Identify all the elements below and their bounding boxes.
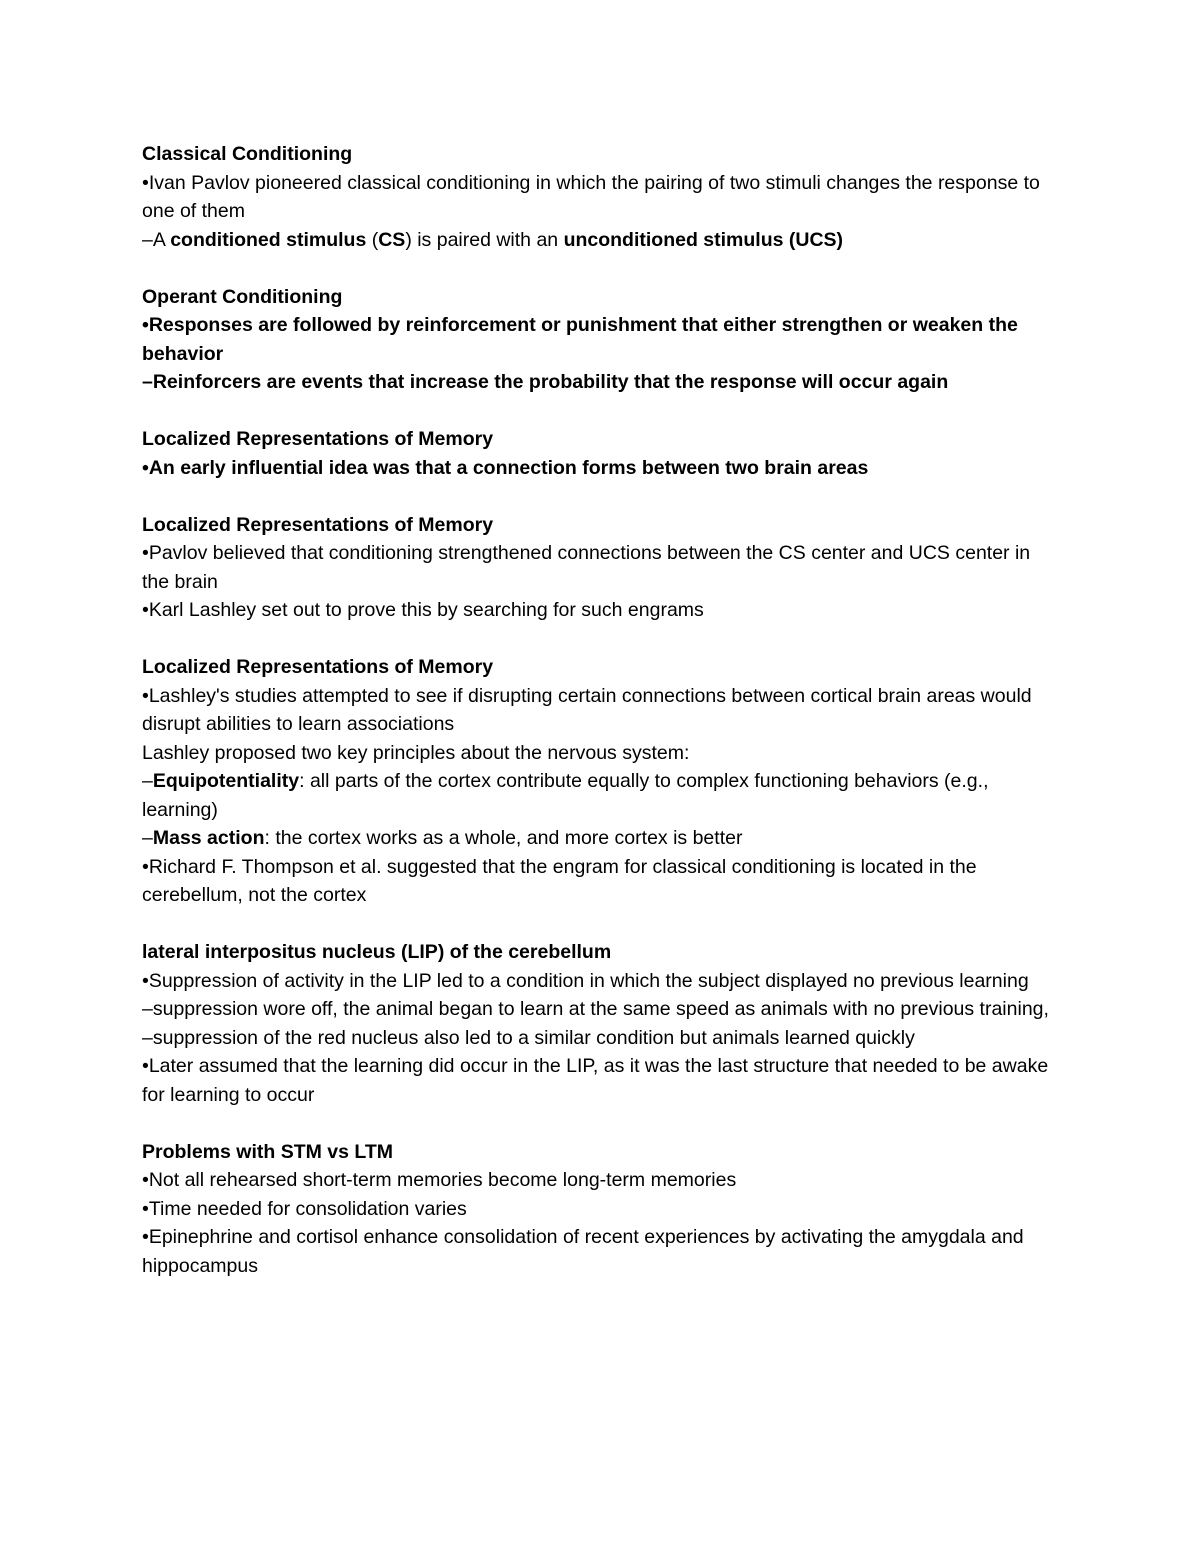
section-localized-memory-1 bbox=[142, 425, 1052, 482]
sub-bullet-line bbox=[142, 226, 1052, 255]
text-run: ) is paired with an bbox=[405, 228, 564, 251]
bold-term: conditioned stimulus bbox=[170, 228, 367, 251]
section-localized-memory-2 bbox=[142, 511, 1052, 625]
section-heading: Classical Conditioning bbox=[142, 143, 353, 165]
bold-term: Equipotentiality bbox=[152, 770, 300, 792]
bullet-line: •Later assumed that the learning did occur in the LIP, as it was the last structure that needed to be awake for learning to occur bbox=[142, 1055, 1049, 1106]
bold-term: unconditioned stimulus (UCS) bbox=[563, 228, 844, 251]
sub-bullet-line bbox=[142, 767, 1052, 824]
sub-bullet-line: –suppression of the red nucleus also led to a similar condition but animals learned quickly bbox=[142, 1026, 915, 1049]
bullet-line: •Karl Lashley set out to prove this by searching for such engrams bbox=[142, 599, 704, 621]
text-run: : the cortex works as a whole, and more cortex is better bbox=[264, 827, 743, 849]
section-heading: lateral interpositus nucleus (LIP) of the cerebellum bbox=[142, 941, 612, 963]
bold-term: Mass action bbox=[152, 827, 265, 849]
bold-term: CS bbox=[378, 228, 406, 251]
section-heading: Problems with STM vs LTM bbox=[142, 1140, 393, 1163]
section-localized-memory-3 bbox=[142, 653, 1052, 910]
section-heading: Localized Representations of Memory bbox=[142, 656, 494, 678]
section-stm-vs-ltm bbox=[142, 1138, 1052, 1281]
sub-bullet-line: –suppression wore off, the animal began to learn at the same speed as animals with no previous training, bbox=[142, 998, 1049, 1020]
bullet-line: •Suppression of activity in the LIP led to a condition in which the subject displayed no previous learning bbox=[142, 969, 1029, 992]
section-lip-cerebellum bbox=[142, 938, 1052, 1109]
sub-bullet-line: –Reinforcers are events that increase the probability that the response will occur again bbox=[142, 371, 949, 393]
sub-bullet-line bbox=[142, 824, 1052, 853]
document-page bbox=[142, 140, 1052, 1280]
section-heading: Operant Conditioning bbox=[142, 285, 343, 308]
bullet-line: •Responses are followed by reinforcement or punishment that either strengthen or weaken the behavior bbox=[142, 314, 1018, 365]
text-run: : all parts of the cortex contribute equally to complex functioning behaviors (e.g., learning) bbox=[142, 770, 989, 821]
bullet-line: •Ivan Pavlov pioneered classical conditioning in which the pairing of two stimuli changes the response to one of them bbox=[142, 171, 1040, 222]
text-run: –A bbox=[142, 228, 171, 251]
dash: – bbox=[142, 827, 153, 849]
section-heading: Localized Representations of Memory bbox=[142, 513, 494, 536]
plain-line: Lashley proposed two key principles about the nervous system: bbox=[142, 741, 690, 764]
bullet-line: •Not all rehearsed short-term memories become long-term memories bbox=[142, 1169, 737, 1191]
bullet-line: •Lashley's studies attempted to see if disrupting certain connections between cortical brain areas would disrupt abilities to learn associations bbox=[142, 684, 1032, 735]
bullet-line: •Epinephrine and cortisol enhance consolidation of recent experiences by activating the amygdala and hippocampus bbox=[142, 1226, 1024, 1277]
bullet-line: •An early influential idea was that a connection forms between two brain areas bbox=[142, 456, 869, 479]
bullet-line: •Richard F. Thompson et al. suggested that the engram for classical conditioning is located in the cerebellum, not the cortex bbox=[142, 855, 977, 906]
section-operant-conditioning bbox=[142, 283, 1052, 397]
bullet-line: •Pavlov believed that conditioning strengthened connections between the CS center and UCS center in the brain bbox=[142, 542, 1031, 593]
dash: – bbox=[142, 770, 153, 792]
section-classical-conditioning bbox=[142, 140, 1052, 254]
section-heading: Localized Representations of Memory bbox=[142, 428, 494, 450]
bullet-line: •Time needed for consolidation varies bbox=[142, 1197, 467, 1220]
text-run: ( bbox=[366, 228, 379, 251]
